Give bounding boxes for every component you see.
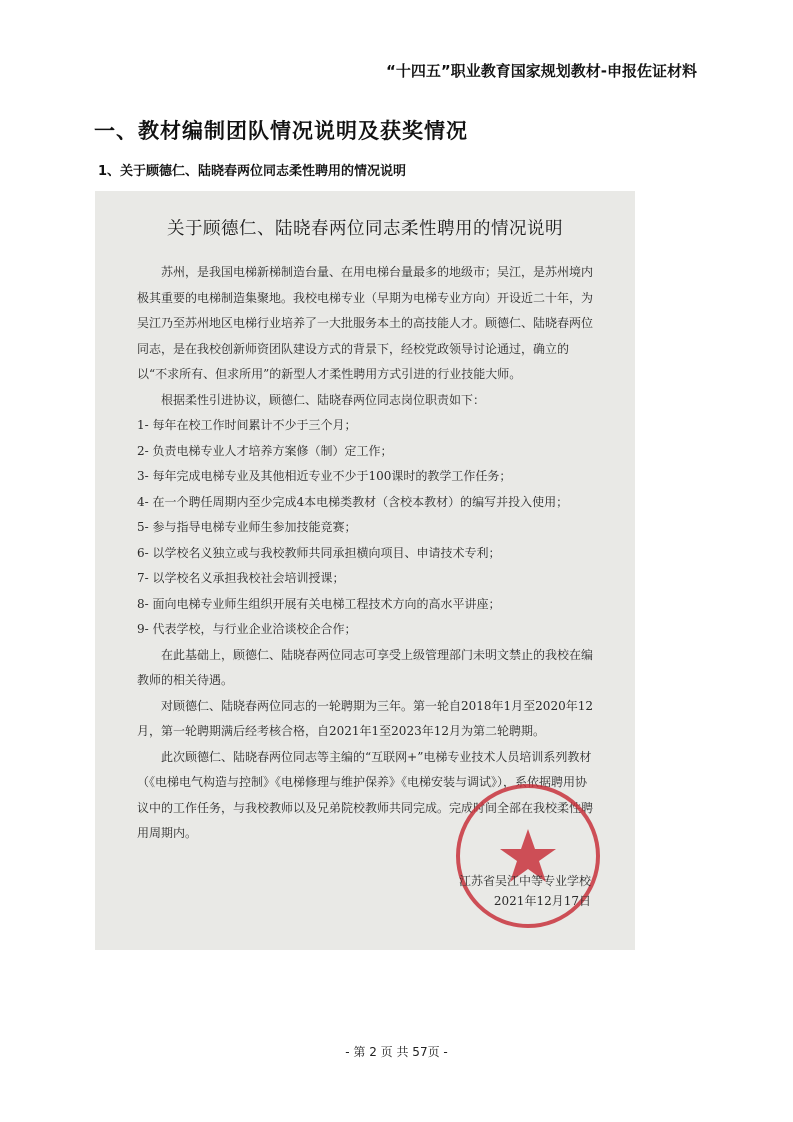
document-title: 关于顾德仁、陆晓春两位同志柔性聘用的情况说明 xyxy=(167,219,563,239)
term-paragraph: 对顾德仁、陆晓春两位同志的一轮聘期为三年。第一轮自2018年1月至2020年12月，第一轮聘期满后经考核合格，自2021年1至2023年12月为第二轮聘期。 xyxy=(137,698,593,738)
duty-item: 7- 以学校名义承担我校社会培训授课； xyxy=(137,571,345,585)
duty-item: 3- 每年完成电梯专业及其他相近专业不少于100课时的教学工作任务； xyxy=(137,469,512,483)
section-title: 一、教材编制团队情况说明及获奖情况 xyxy=(94,119,468,143)
duty-item: 4- 在一个聘任周期内至少完成4本电梯类教材（含校本教材）的编写并投入使用； xyxy=(137,494,569,509)
duty-item: 9- 代表学校，与行业企业洽谈校企合作； xyxy=(137,622,357,636)
duty-item: 6- 以学校名义独立或与我校教师共同承担横向项目、申请技术专利； xyxy=(137,545,501,560)
duty-item: 8- 面向电梯专业师生组织开展有关电梯工程技术方向的高水平讲座； xyxy=(137,596,501,611)
textbook-paragraph: 此次顾德仁、陆晓春两位同志等主编的“互联网+”电梯专业技术人员培训系列教材（《电梯电气构造与控制》《电梯修理与维护保养》《电梯安装与调试》），系依据聘用协议中的工作任务，与我校教师以及兄弟院校教师共同完成。完成时间全部在我校柔性聘用周期内。 xyxy=(137,749,594,840)
duty-item: 1- 每年在校工作时间累计不少于三个月； xyxy=(137,418,357,432)
sub-title: 1、关于顾德仁、陆晓春两位同志柔性聘用的情况说明 xyxy=(98,164,407,179)
benefits-paragraph: 在此基础上，顾德仁、陆晓春两位同志可享受上级管理部门未明文禁止的我校在编教师的相关待遇。 xyxy=(137,647,594,687)
page-header: “十四五”职业教育国家规划教材-申报佐证材料 xyxy=(386,62,697,80)
duties-list xyxy=(137,413,593,643)
duties-intro: 根据柔性引进协议，顾德仁、陆晓春两位同志岗位职责如下： xyxy=(161,392,486,407)
signature-block xyxy=(459,871,591,911)
intro-paragraph: 苏州，是我国电梯新梯制造台量、在用电梯台量最多的地级市；吴江，是苏州境内极其重要的电梯制造集聚地。我校电梯专业（早期为电梯专业方向）开设近二十年，为吴江乃至苏州地区电梯行业培养了一大批服务本土的高技能人才。顾德仁、陆晓春两位同志，是在我校创新师资团队建设方式的背景下，经校党政领导讨论通过，确立的以“不求所有、但求所用”的新型人才柔性聘用方式引进的行业技能大师。 xyxy=(137,265,594,381)
signature-date: 2021年12月17日 xyxy=(493,894,591,908)
page-footer: - 第 2 页 共 57页 - xyxy=(345,1045,448,1059)
scanned-document xyxy=(95,191,635,950)
duty-item: 5- 参与指导电梯专业师生参加技能竞赛； xyxy=(137,520,357,534)
duty-item: 2- 负责电梯专业人才培养方案修（制）定工作； xyxy=(137,443,393,458)
signature-org: 江苏省吴江中等专业学校 xyxy=(458,874,591,888)
